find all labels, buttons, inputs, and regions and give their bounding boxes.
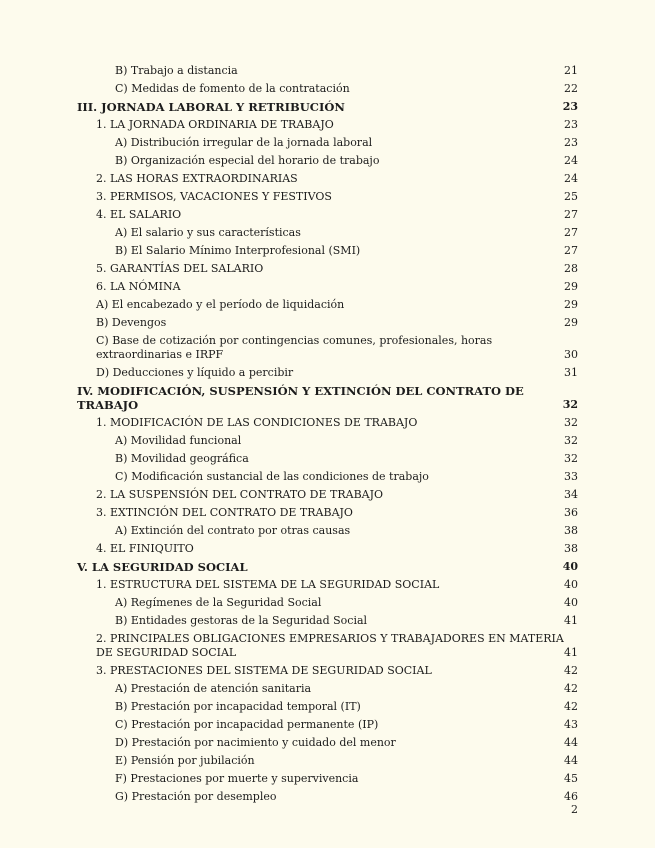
toc-entry[interactable] — [0, 558, 655, 576]
toc-entry-title: 3. PRESTACIONES DEL SISTEMA DE SEGURIDAD SOCIAL — [96, 664, 432, 677]
toc-entry-title: 1. ESTRUCTURA DEL SISTEMA DE LA SEGURIDAD SOCIAL — [96, 578, 440, 591]
toc-entry-title: 2. PRINCIPALES OBLIGACIONES EMPRESARIOS Y TRABAJADORES EN MATERIA DE SEGURIDAD SOCIAL — [96, 632, 564, 659]
toc-entry[interactable] — [0, 116, 655, 134]
toc-entry-page: 31 — [564, 366, 578, 379]
toc-entry-page: 23 — [564, 136, 578, 149]
toc-entry[interactable] — [0, 152, 655, 170]
toc-entry-title: A) Regímenes de la Seguridad Social — [115, 596, 322, 609]
table-of-contents — [0, 62, 655, 806]
toc-entry[interactable] — [0, 364, 655, 382]
toc-entry-title: C) Base de cotización por contingencias comunes, profesionales, horas extraordinarias e IRPF — [96, 334, 493, 361]
toc-entry-title: 4. EL FINIQUITO — [96, 542, 194, 555]
toc-entry-title: B) El Salario Mínimo Interprofesional (SMI) — [115, 244, 361, 257]
toc-entry[interactable] — [0, 278, 655, 296]
toc-entry-title: A) El encabezado y el período de liquidación — [96, 298, 345, 311]
toc-entry-title: F) Prestaciones por muerte y supervivencia — [115, 772, 359, 785]
toc-entry-title: 4. EL SALARIO — [96, 208, 182, 221]
toc-entry-page: 38 — [564, 524, 578, 537]
toc-entry-title: 6. LA NÓMINA — [96, 280, 181, 293]
toc-entry-page: 28 — [564, 262, 578, 275]
toc-entry-page: 27 — [564, 244, 578, 257]
toc-entry-page: 46 — [564, 790, 578, 803]
toc-entry-page: 24 — [564, 154, 578, 167]
toc-entry-title: III. JORNADA LABORAL Y RETRIBUCIÓN — [77, 100, 345, 114]
toc-entry[interactable] — [0, 242, 655, 260]
toc-entry-title: V. LA SEGURIDAD SOCIAL — [77, 560, 248, 574]
toc-entry-page: 22 — [564, 82, 578, 95]
toc-entry[interactable] — [0, 504, 655, 522]
toc-entry-page: 33 — [564, 470, 578, 483]
toc-entry-page: 36 — [564, 506, 578, 519]
toc-entry-title: IV. MODIFICACIÓN, SUSPENSIÓN Y EXTINCIÓN DEL CONTRATO DE TRABAJO — [77, 384, 524, 412]
toc-entry[interactable] — [0, 734, 655, 752]
toc-entry-title: B) Entidades gestoras de la Seguridad Social — [115, 614, 368, 627]
toc-entry[interactable] — [0, 206, 655, 224]
toc-entry-page: 40 — [562, 560, 578, 573]
toc-entry-page: 41 — [564, 646, 578, 659]
toc-entry-title: D) Prestación por nacimiento y cuidado del menor — [115, 736, 396, 749]
toc-entry[interactable] — [0, 224, 655, 242]
toc-entry[interactable] — [0, 134, 655, 152]
toc-entry-title: 3. EXTINCIÓN DEL CONTRATO DE TRABAJO — [96, 506, 353, 519]
toc-entry-page: 27 — [564, 208, 578, 221]
toc-entry[interactable] — [0, 414, 655, 432]
toc-entry-title: B) Trabajo a distancia — [115, 64, 238, 77]
toc-entry[interactable] — [0, 630, 655, 662]
toc-entry[interactable] — [0, 594, 655, 612]
toc-entry-title: C) Modificación sustancial de las condiciones de trabajo — [115, 470, 429, 483]
toc-entry-page: 29 — [564, 316, 578, 329]
toc-entry-title: B) Devengos — [96, 316, 167, 329]
toc-entry[interactable] — [0, 468, 655, 486]
toc-entry[interactable] — [0, 62, 655, 80]
toc-entry[interactable] — [0, 382, 655, 414]
toc-entry-page: 24 — [564, 172, 578, 185]
toc-entry-page: 27 — [564, 226, 578, 239]
toc-entry[interactable] — [0, 716, 655, 734]
toc-entry-page: 34 — [564, 488, 578, 501]
toc-entry-title: C) Prestación por incapacidad permanente (IP) — [115, 718, 379, 731]
toc-entry-page: 44 — [564, 736, 578, 749]
toc-entry-page: 29 — [564, 280, 578, 293]
toc-entry-page: 45 — [564, 772, 578, 785]
toc-entry-page: 23 — [562, 100, 578, 113]
toc-entry-title: 3. PERMISOS, VACACIONES Y FESTIVOS — [96, 190, 332, 203]
toc-entry[interactable] — [0, 432, 655, 450]
toc-entry-page: 42 — [564, 682, 578, 695]
toc-entry-title: 2. LA SUSPENSIÓN DEL CONTRATO DE TRABAJO — [96, 488, 384, 501]
toc-entry[interactable] — [0, 80, 655, 98]
toc-entry-page: 23 — [564, 118, 578, 131]
toc-entry-title: A) Distribución irregular de la jornada laboral — [115, 136, 373, 149]
page-number: 2 — [571, 803, 578, 816]
toc-entry-title: A) Extinción del contrato por otras causas — [115, 524, 351, 537]
toc-entry-page: 32 — [564, 416, 578, 429]
toc-entry-page: 38 — [564, 542, 578, 555]
toc-entry[interactable] — [0, 540, 655, 558]
toc-entry[interactable] — [0, 612, 655, 630]
toc-entry[interactable] — [0, 296, 655, 314]
toc-entry[interactable] — [0, 698, 655, 716]
toc-entry-page: 21 — [564, 64, 578, 77]
toc-entry-title: E) Pensión por jubilación — [115, 754, 255, 767]
toc-entry[interactable] — [0, 188, 655, 206]
toc-entry-title: 1. LA JORNADA ORDINARIA DE TRABAJO — [96, 118, 334, 131]
toc-entry-title: A) El salario y sus características — [115, 226, 301, 239]
toc-entry-title: A) Prestación de atención sanitaria — [115, 682, 312, 695]
toc-entry-page: 44 — [564, 754, 578, 767]
toc-entry-title: B) Organización especial del horario de trabajo — [115, 154, 380, 167]
toc-entry-title: B) Movilidad geográfica — [115, 452, 249, 465]
toc-entry-page: 42 — [564, 700, 578, 713]
toc-entry[interactable] — [0, 170, 655, 188]
toc-entry-page: 32 — [562, 398, 578, 411]
toc-entry-page: 29 — [564, 298, 578, 311]
toc-entry-title: A) Movilidad funcional — [115, 434, 242, 447]
toc-entry[interactable] — [0, 332, 655, 364]
toc-entry-page: 41 — [564, 614, 578, 627]
toc-entry[interactable] — [0, 752, 655, 770]
toc-entry-title: 1. MODIFICACIÓN DE LAS CONDICIONES DE TRABAJO — [96, 416, 418, 429]
toc-entry[interactable] — [0, 576, 655, 594]
toc-entry[interactable] — [0, 680, 655, 698]
toc-entry-title: 5. GARANTÍAS DEL SALARIO — [96, 262, 264, 275]
toc-entry-title: B) Prestación por incapacidad temporal (IT) — [115, 700, 361, 713]
toc-entry-page: 42 — [564, 664, 578, 677]
toc-entry-page: 40 — [564, 596, 578, 609]
toc-entry[interactable] — [0, 260, 655, 278]
toc-entry-page: 43 — [564, 718, 578, 731]
toc-entry[interactable] — [0, 98, 655, 116]
toc-entry-page: 32 — [564, 434, 578, 447]
toc-entry-page: 30 — [564, 348, 578, 361]
toc-entry[interactable] — [0, 662, 655, 680]
toc-entry-page: 32 — [564, 452, 578, 465]
toc-entry[interactable] — [0, 522, 655, 540]
toc-entry-page: 40 — [564, 578, 578, 591]
toc-entry[interactable] — [0, 450, 655, 468]
toc-entry[interactable] — [0, 788, 655, 806]
toc-entry[interactable] — [0, 486, 655, 504]
toc-entry-title: G) Prestación por desempleo — [115, 790, 277, 803]
toc-entry-page: 25 — [564, 190, 578, 203]
toc-entry-title: D) Deducciones y líquido a percibir — [96, 366, 294, 379]
toc-entry-title: C) Medidas de fomento de la contratación — [115, 82, 350, 95]
toc-entry[interactable] — [0, 770, 655, 788]
toc-entry[interactable] — [0, 314, 655, 332]
toc-entry-title: 2. LAS HORAS EXTRAORDINARIAS — [96, 172, 298, 185]
